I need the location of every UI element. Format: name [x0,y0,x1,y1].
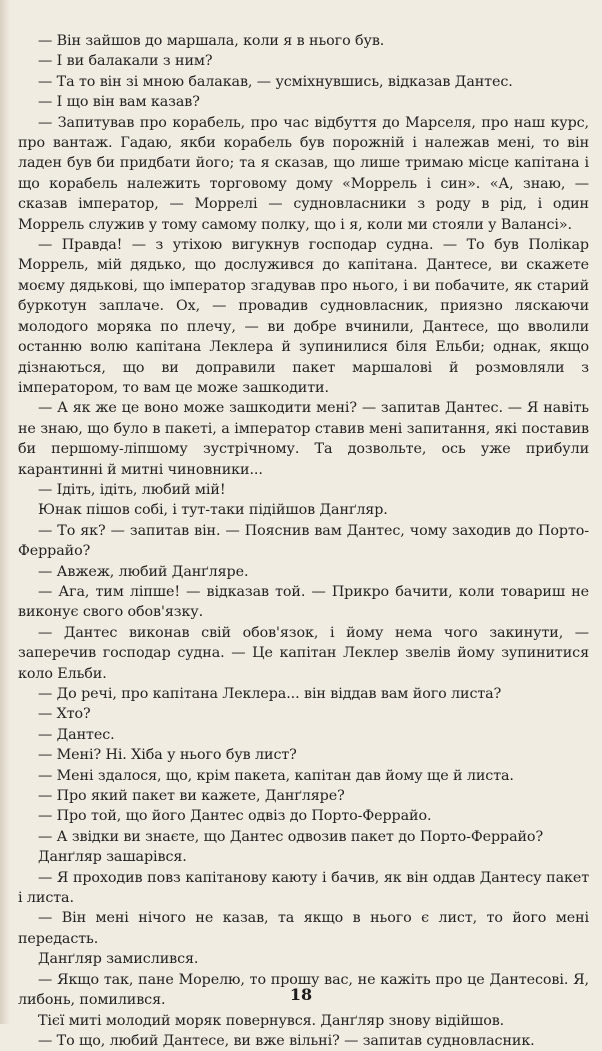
paragraph-21: — А звідки ви знаєте, що Дантес одвозив пакет до Порто-Феррайо? [38,828,544,845]
paragraph-15: — Хто? [38,706,91,723]
paragraph-9: Юнак пішов собі, і тут-таки підійшов Данґляр. [38,502,388,519]
paragraph-28: — То що, любий Дантесе, ви вже вільні? — запитав судновласник. [38,1032,535,1049]
page-number: 18 [289,985,313,1004]
paragraph-3: — Та то він зі мною балакав, — усміхнувшись, відказав Дантес. [38,73,513,90]
paragraph-23: — Я проходив повз капітанову каюту і бачив, як він оддав Дантесу пакет і листа. [18,869,589,907]
paragraph-27: Тієї миті молодий моряк повернувся. Данґляр знову відійшов. [38,1012,505,1029]
paragraph-6: — Правда! — з утіхою вигукнув господар судна. — То був Полікар Моррель, мій дядько, що дослужився до капітана. Дантесе, ви скажете моєму дядькові, що імператор згадував про нього, і ви побачите, як старий буркотун заплаче. Ох, — провадив судновласник, приязно ляскаючи молодого моряка по плечу, — ви добре вчинили, Дантесе, що вволили останню волю капітана Леклера й зупинилися біля Ельби; однак, якщо дізнаються, що ви доправили пакет маршалові й розмовляли з імператором, то вам це може зашкодити. [18,237,589,396]
paragraph-17: — Мені? Ні. Хіба у нього був лист? [38,747,297,764]
paragraph-19: — Про який пакет ви кажете, Данґляре? [38,788,345,805]
paragraph-25: Данґляр замислився. [38,951,199,968]
paragraph-16: — Дантес. [38,726,115,743]
paragraph-1: — Він зайшов до маршала, коли я в нього був. [38,33,385,49]
page-text [18,31,589,1051]
paragraph-14: — До речі, про капітана Леклера... він віддав вам його листа? [38,686,502,702]
paragraph-10: — То як? — запитав він. — Пояснив вам Дантес, чому заходив до Порто-Феррайо? [18,522,589,560]
paragraph-11: — Авжеж, любий Данґляре. [38,563,249,580]
paragraph-8: — Ідіть, ідіть, любий мій! [38,481,226,498]
paragraph-5: — Запитував про корабель, про час відбуття до Марселя, про наш курс, про вантаж. Гадаю, якби корабель був порожній і належав мені, то він ладен був би придбати його; та я сказав, що лише тримаю місце капітана і що корабель належить торговому дому «Моррель і син». «А, знаю, — сказав імператор, — Моррелі — судновласники з роду в рід, і один Моррель служив у тому самому полку, що і я, коли ми стояли у Валансі». [18,114,589,233]
paragraph-20: — Про той, що його Дантес одвіз до Порто-Феррайо. [38,808,432,825]
paragraph-26: — Якщо так, пане Морелю, то прошу вас, не кажіть про це Дантесові. Я, либонь, помилився. [18,971,589,1009]
paragraph-24: — Він мені нічого не казав, та якщо в нього є лист, то його мені передасть. [18,910,589,947]
paragraph-22: Данґляр зашарівся. [38,849,187,866]
paragraph-4: — І що він вам казав? [38,94,200,111]
paragraph-12: — Ага, тим ліпше! — відказав той. — Прикро бачити, коли товариш не виконує свого обов'язку. [18,583,589,621]
paragraph-13: — Дантес виконав свій обов'язок, і йому нема чого закинути, — заперечив господар судна. — Це капітан Леклер звелів йому зупинитися коло Ельби. [18,624,589,682]
paragraph-18: — Мені здалося, що, крім пакета, капітан дав йому ще й листа. [38,767,514,784]
paragraph-7: — А як же це воно може зашкодити мені? — запитав Дантес. — Я навіть не знаю, що було в пакеті, а імператор ставив мені запитання, які поставив би першому-ліпшому зустрічному. Та дозвольте, ось уже прибули карантинні й митні чиновники... [18,400,589,478]
page-gutter-shadow [0,0,10,1024]
paragraph-2: — І ви балакали з ним? [38,53,213,70]
